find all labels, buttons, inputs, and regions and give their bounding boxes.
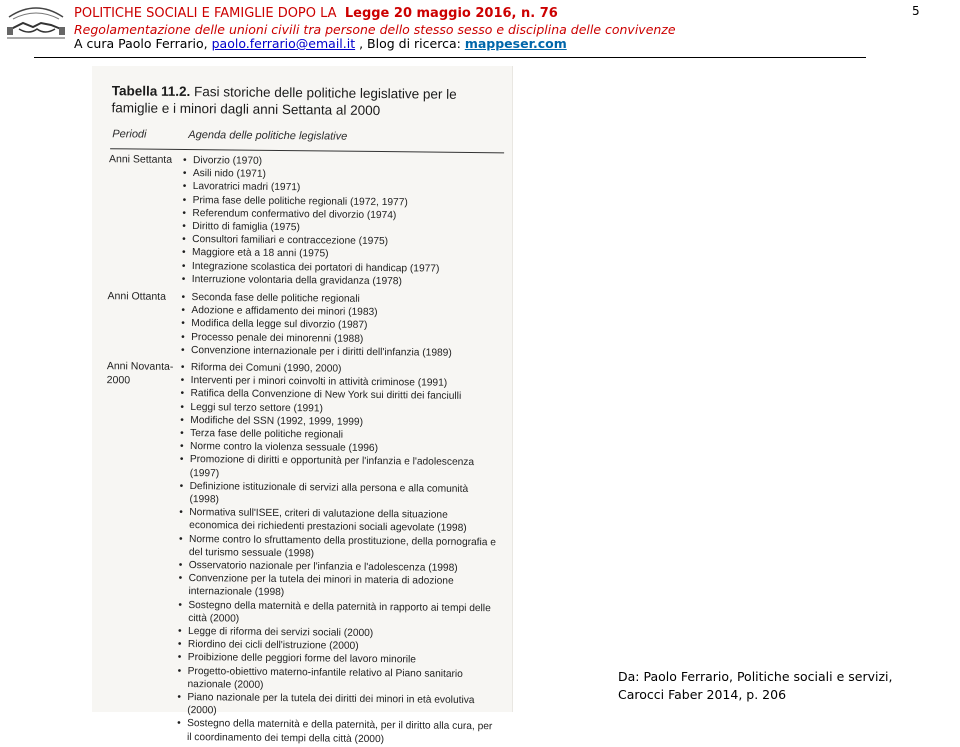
blog-prefix: , Blog di ricerca: xyxy=(359,36,461,51)
list-item: • Progetto-obiettivo materno-infantile relativo al Piano sanitario nazionale (2000) xyxy=(177,665,495,695)
source-line-2: Carocci Faber 2014, p. 206 xyxy=(618,687,787,702)
header-title-prefix: POLITICHE SOCIALI E FAMIGLIE DOPO LA xyxy=(74,6,337,21)
list-item: • Proibizione delle peggiori forme del lavoro minorile xyxy=(178,651,496,668)
list-item: • Consultori familiari e contraccezione (1975) xyxy=(182,233,500,250)
header-title xyxy=(74,6,558,21)
header-subtitle: Regolamentazione delle unioni civili tra persone dello stesso sesso e disciplina delle convivenze xyxy=(74,22,676,37)
header-credits xyxy=(74,36,567,51)
list-item: • Definizione istituzionale di servizi alla persona e alla comunità (1998) xyxy=(179,480,497,510)
blog-link[interactable]: mappeser.com xyxy=(464,36,567,51)
period-items xyxy=(182,154,501,289)
list-item: • Ratifica della Convenzione di New York sui diritti dei fanciulli xyxy=(181,387,499,404)
credit-prefix: A cura Paolo Ferrario, xyxy=(74,36,208,51)
list-item: • Maggiore età a 18 anni (1975) xyxy=(182,246,500,263)
source-citation xyxy=(618,668,892,704)
period-items xyxy=(181,291,500,360)
list-item: • Seconda fase delle politiche regionali xyxy=(182,291,500,308)
scanned-table-image xyxy=(92,66,513,745)
period-label: Anni Settanta xyxy=(108,153,173,166)
list-item: • Piano nazionale per la tutela dei diritti dei minori in età evolutiva (2000) xyxy=(177,691,495,721)
source-line-1: Da: Paolo Ferrario, Politiche sociali e servizi, xyxy=(618,669,893,684)
period-items xyxy=(177,361,499,747)
list-item: • Modifica della legge sul divorzio (1987) xyxy=(181,317,499,334)
email-link[interactable]: paolo.ferrario@email.it xyxy=(211,36,356,51)
list-item: • Divorzio (1970) xyxy=(183,154,501,171)
list-item: • Leggi sul terzo settore (1991) xyxy=(180,401,498,418)
list-item: • Norme contro lo sfruttamento della prostituzione, della pornografia e del turismo sessuale (1998) xyxy=(179,533,497,563)
list-item: • Diritto di famiglia (1975) xyxy=(182,220,500,237)
list-item: • Prima fase delle politiche regionali (1972, 1977) xyxy=(183,194,501,211)
list-item: • Terza fase delle politiche regionali xyxy=(180,427,498,444)
list-item: • Asili nido (1971) xyxy=(183,167,501,184)
list-item: • Processo penale dei minorenni (1988) xyxy=(181,331,499,348)
header-divider xyxy=(34,57,866,58)
list-item: • Adozione e affidamento dei minori (1983) xyxy=(181,304,499,321)
list-item: • Sostegno della maternità e della paternità, per il diritto alla cura, per il coordinamento dei tempi della città (2000) xyxy=(177,717,495,747)
list-item: • Normativa sull'ISEE, criteri di valutazione della situazione economica dei richiedenti prestazioni sociali agevolate (1998) xyxy=(179,506,497,536)
period-label: Anni Ottanta xyxy=(107,290,167,303)
list-item: • Modifiche del SSN (1992, 1999, 1999) xyxy=(180,414,498,431)
list-item: • Sostegno della maternità e della paternità in rapporto ai tempi delle città (2000) xyxy=(178,599,496,629)
list-item: • Integrazione scolastica dei portatori di handicap (1977) xyxy=(182,260,500,277)
column-header-agenda: Agenda delle politiche legislative xyxy=(188,129,348,143)
list-item: • Legge di riforma dei servizi sociali (2000) xyxy=(178,625,496,642)
list-item: • Osservatorio nazionale per l'infanzia e l'adolescenza (1998) xyxy=(179,559,497,576)
list-item: • Interventi per i minori coinvolti in attività criminose (1991) xyxy=(181,374,499,391)
header-title-law: Legge 20 maggio 2016, n. 76 xyxy=(344,6,558,21)
list-item: • Promozione di diritti e opportunità per l'infanzia e l'adolescenza (1997) xyxy=(180,453,498,483)
handshake-icon xyxy=(5,5,67,41)
list-item: • Convenzione internazionale per i diritti dell'infanzia (1989) xyxy=(181,344,499,361)
table-title xyxy=(111,82,501,120)
column-header-periodi: Periodi xyxy=(112,128,147,141)
table-label: Tabella 11.2. xyxy=(111,83,191,100)
list-item: • Norme contro la violenza sessuale (1996) xyxy=(180,440,498,457)
list-item: • Referendum confermativo del divorzio (1974) xyxy=(182,207,500,224)
list-item: • Lavoratrici madri (1971) xyxy=(183,180,501,197)
list-item: • Riordino dei cicli dell'istruzione (2000) xyxy=(178,638,496,655)
table-header-rule xyxy=(110,148,504,153)
table-title-text: Fasi storiche delle politiche legislative per le famiglie e i minori dagli anni Settanta al 2000 xyxy=(111,84,457,119)
page-number: 5 xyxy=(912,4,920,18)
list-item: • Convenzione per la tutela dei minori in materia di adozione internazionale (1998) xyxy=(178,572,496,602)
list-item: • Interruzione volontaria della gravidanza (1978) xyxy=(182,273,500,290)
period-label: Anni Novanta-2000 xyxy=(106,360,174,386)
list-item: • Riforma dei Comuni (1990, 2000) xyxy=(181,361,499,378)
